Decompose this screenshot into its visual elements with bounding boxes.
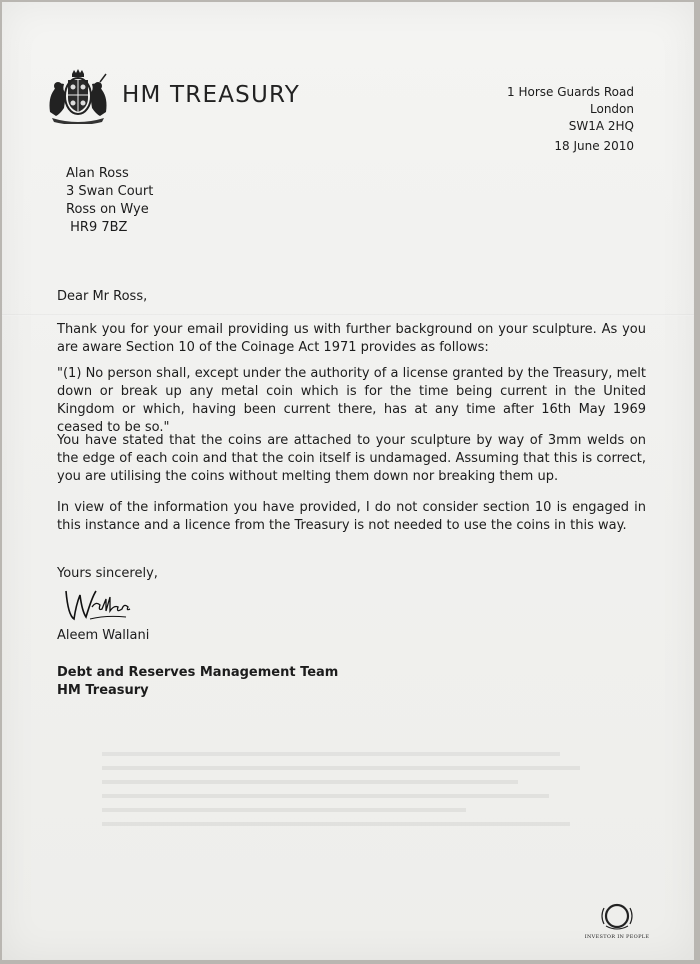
closing: Yours sincerely, [57, 566, 158, 581]
letter-page [2, 2, 694, 960]
paper-fold [2, 314, 694, 316]
recipient-line: Alan Ross [66, 166, 129, 181]
recipient-address [66, 165, 153, 237]
salutation: Dear Mr Ross, [57, 289, 148, 304]
address-line: London [590, 102, 634, 116]
handwritten-signature [62, 585, 134, 625]
body-paragraph: You have stated that the coins are attached to your sculpture by way of 3mm welds on the edge of each coin and that the coin itself is undamaged. Assuming that this is correct, you are utilising the coins without melting them down nor breaking them up. [57, 433, 646, 484]
body-paragraph: In view of the information you have provided, I do not consider section 10 is engaged in this instance and a licence from the Treasury is not needed to use the coins in this way. [57, 500, 646, 533]
body-paragraph: Thank you for your email providing us with further background on your sculpture. As you are aware Section 10 of the Coinage Act 1971 provides as follows: [57, 322, 646, 355]
royal-coat-of-arms-icon [44, 68, 112, 124]
address-line: 1 Horse Guards Road [507, 85, 634, 99]
investor-in-people-text: INVESTOR IN PEOPLE [584, 934, 650, 940]
show-through-text [102, 742, 622, 862]
recipient-line: 3 Swan Court [66, 184, 154, 199]
signer-name: Aleem Wallani [57, 628, 150, 643]
team-name: Debt and Reserves Management Team [57, 665, 339, 680]
organisation-name: HM TREASURY [122, 82, 300, 108]
address-line: SW1A 2HQ [568, 119, 634, 133]
letter-date: 18 June 2010 [554, 139, 634, 153]
sender-address [507, 84, 634, 135]
department-name: HM Treasury [57, 683, 149, 698]
recipient-line: Ross on Wye [66, 202, 149, 217]
recipient-line: HR9 7BZ [66, 220, 128, 235]
quoted-statute: "(1) No person shall, except under the authority of a license granted by the Treasury, melt down or break up any metal coin which is for the time being current in the United Kingdom or which, having been current there, has at any time after 16th May 1969 ceased to be so." [57, 366, 646, 435]
signer-team [57, 664, 338, 700]
